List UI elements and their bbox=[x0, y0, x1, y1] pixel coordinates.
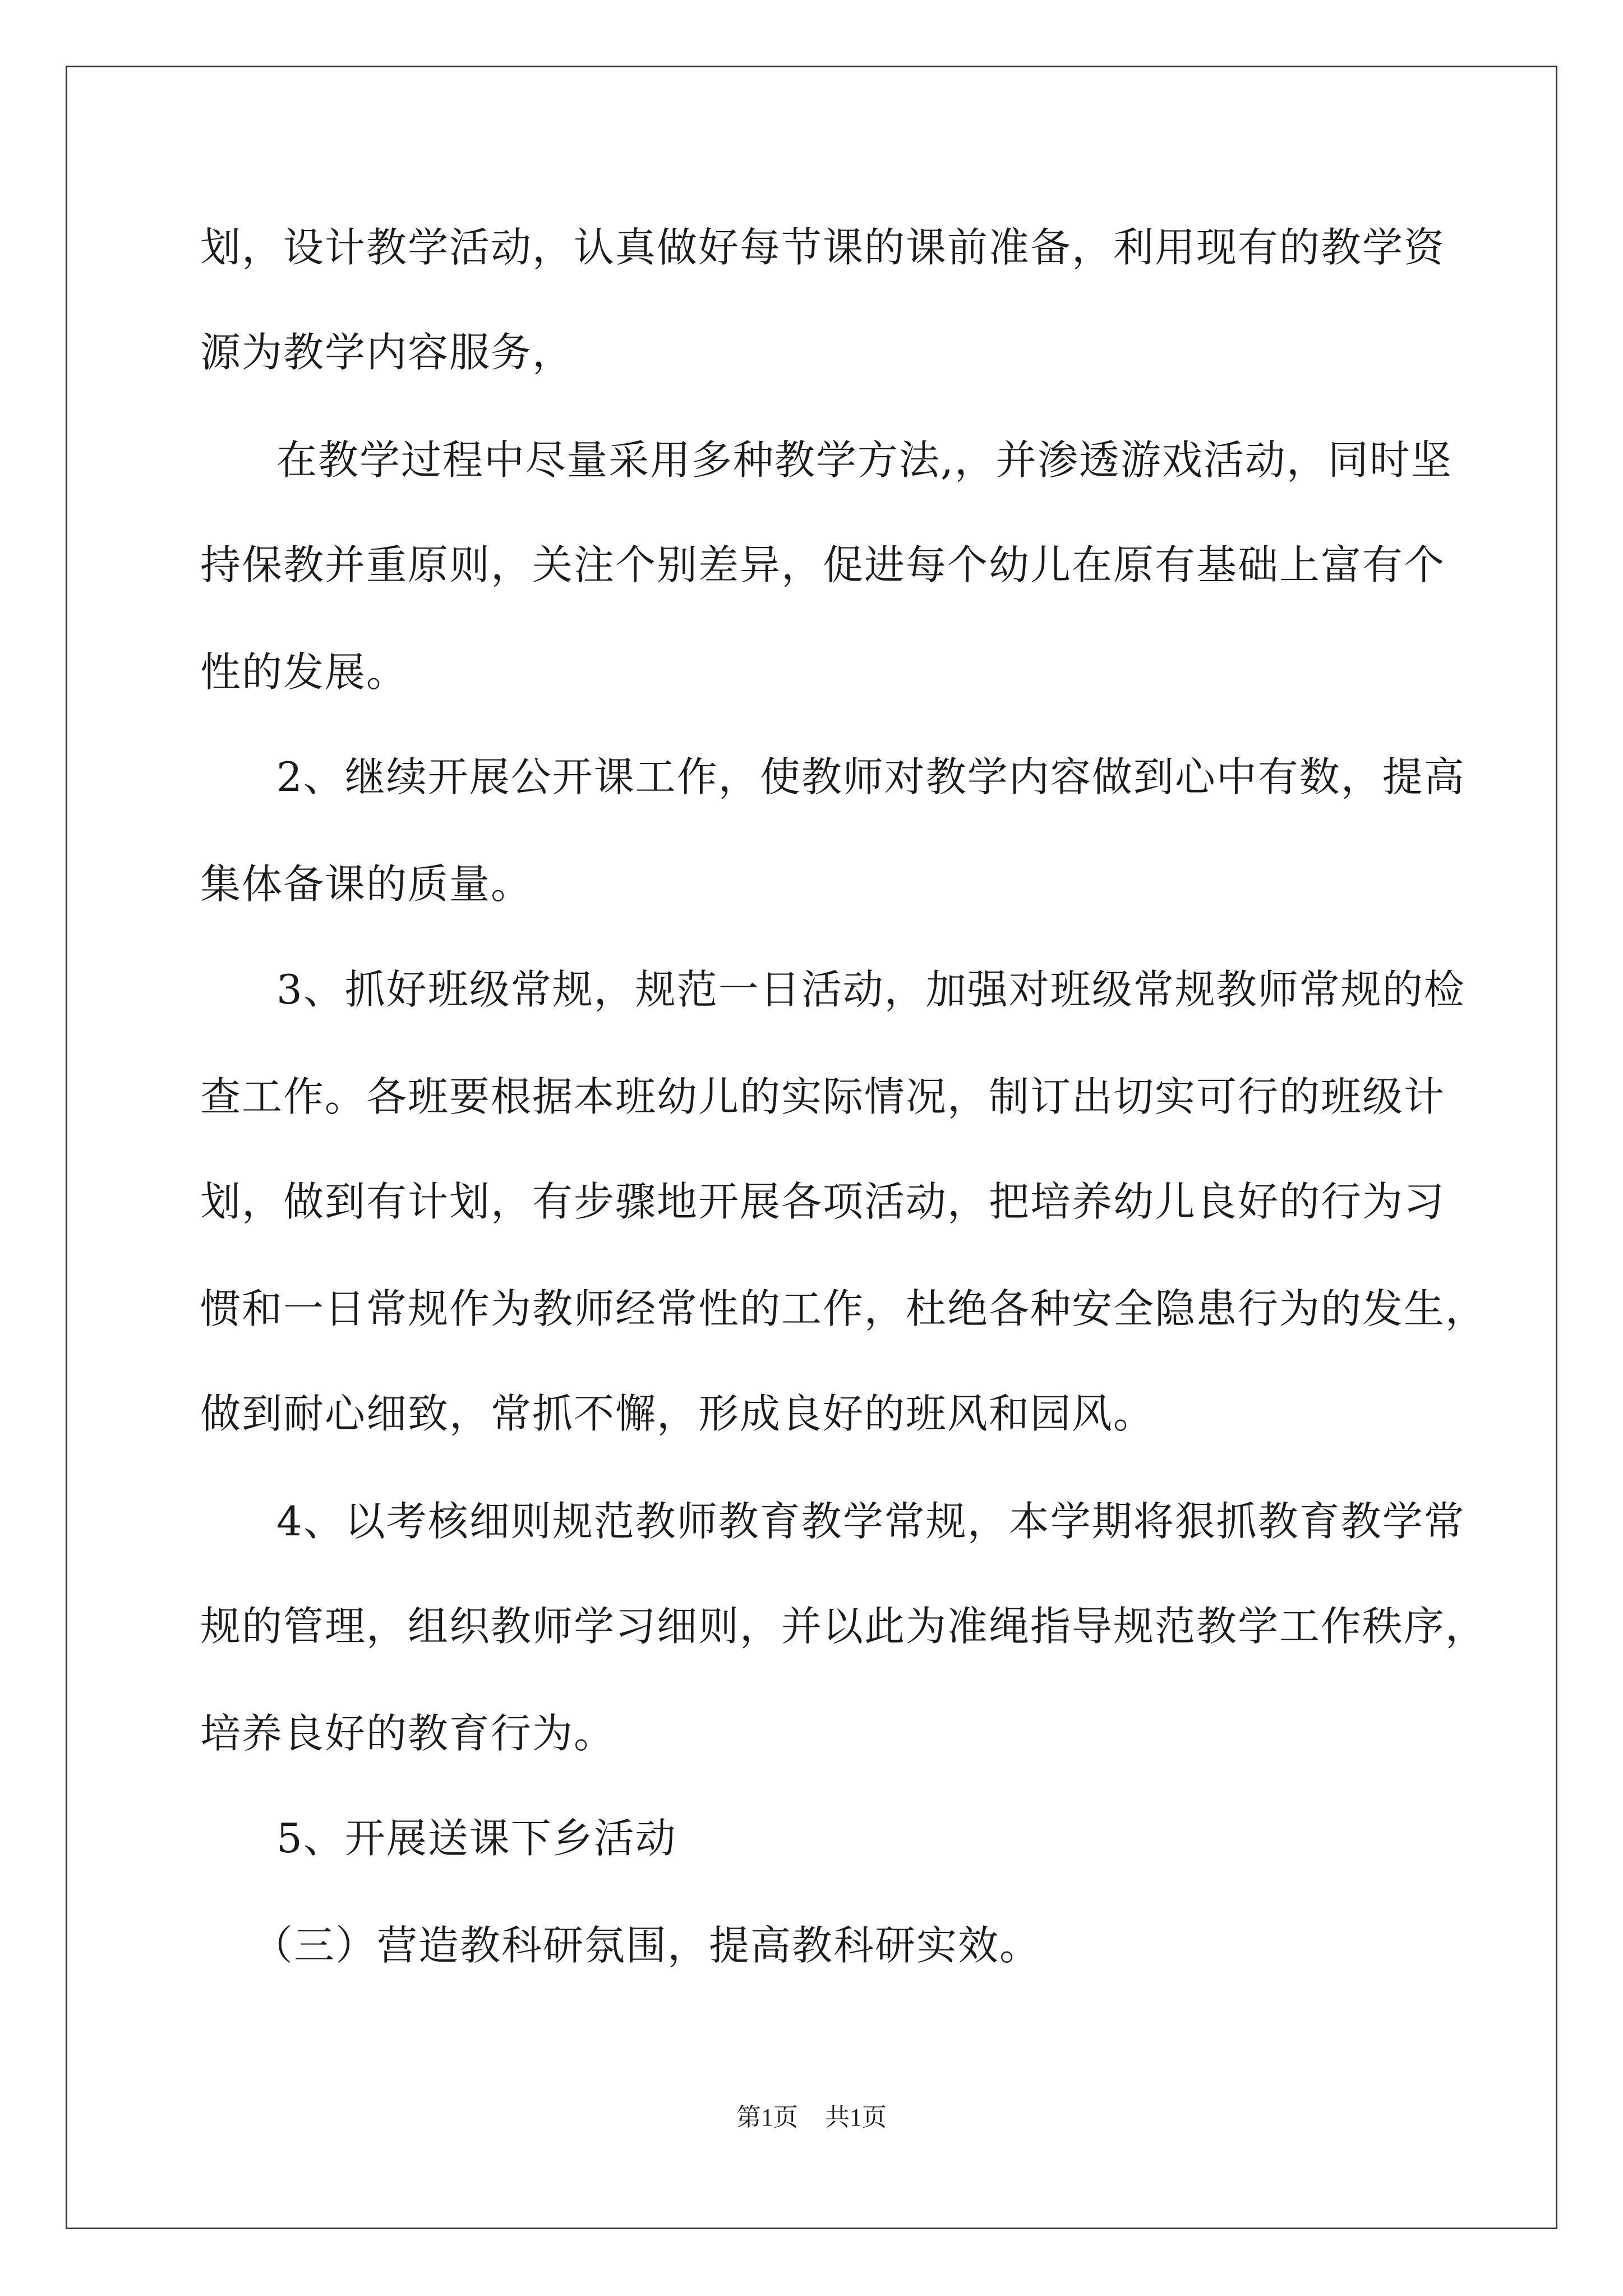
page-total: 共1页 bbox=[825, 2104, 887, 2131]
paragraph-line: 源为教学内容服务， bbox=[200, 329, 574, 376]
paragraph-line: 做到耐心细致，常抓不懈，形成良好的班风和园风。 bbox=[200, 1390, 1155, 1437]
paragraph-line: 3、抓好班级常规，规范一日活动，加强对班级常规教师常规的检 bbox=[276, 966, 1465, 1013]
paragraph-line: 惯和一日常规作为教师经常性的工作，杜绝各种安全隐患行为的发生， bbox=[200, 1285, 1487, 1332]
paragraph-line: 规的管理，组织教师学习细则，并以此为准绳指导规范教学工作秩序， bbox=[200, 1603, 1487, 1650]
section-heading: （三）营造教科研氛围，提高教科研实效。 bbox=[252, 1922, 1041, 1969]
paragraph-line: 划，设计教学活动，认真做好每节课的课前准备，利用现有的教学资 bbox=[200, 224, 1446, 271]
paragraph-line: 划，做到有计划，有步骤地开展各项活动，把培养幼儿良好的行为习 bbox=[200, 1178, 1446, 1225]
page-footer bbox=[0, 2097, 1623, 2133]
paragraph-line: 4、以考核细则规范教师教育教学常规，本学期将狠抓教育教学常 bbox=[276, 1498, 1465, 1545]
paragraph-line: 查工作。各班要根据本班幼儿的实际情况，制订出切实可行的班级计 bbox=[200, 1073, 1446, 1120]
page-number: 第1页 bbox=[736, 2104, 798, 2131]
paragraph-line: 5、开展送课下乡活动 bbox=[276, 1815, 677, 1862]
paragraph-line: 在教学过程中尽量采用多种教学方法,，并渗透游戏活动，同时坚 bbox=[276, 436, 1453, 484]
paragraph-line: 持保教并重原则，关注个别差异，促进每个幼儿在原有基础上富有个 bbox=[200, 541, 1446, 588]
page-border bbox=[66, 66, 1557, 2229]
paragraph-line: 集体备课的质量。 bbox=[200, 861, 533, 908]
paragraph-line: 2、继续开展公开课工作，使教师对教学内容做到心中有数，提高 bbox=[276, 753, 1465, 800]
paragraph-line: 性的发展。 bbox=[200, 648, 408, 696]
paragraph-line: 培养良好的教育行为。 bbox=[200, 1710, 616, 1757]
